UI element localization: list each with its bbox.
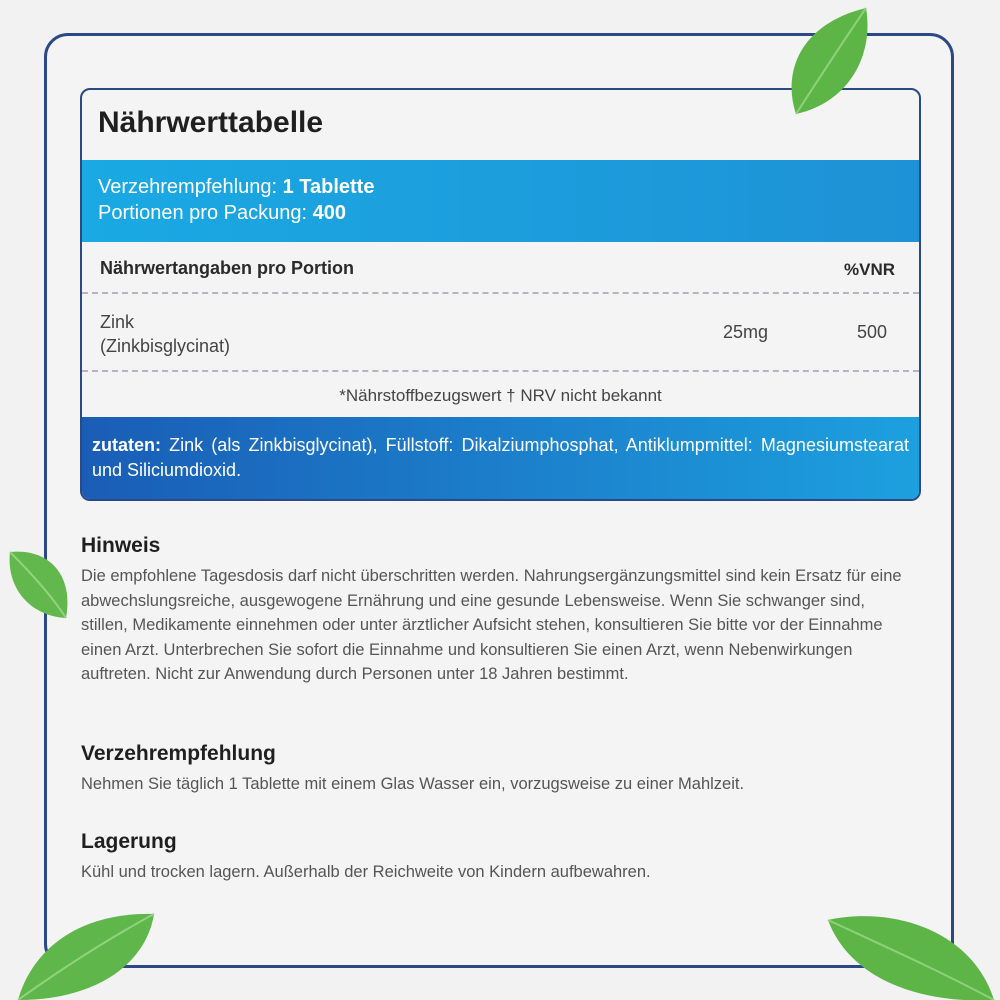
verzehr-text: Nehmen Sie täglich 1 Tablette mit einem Glas Wasser ein, vorzugsweise zu einer Mahlzeit.: [81, 775, 745, 793]
lagerung-title: Lagerung: [81, 830, 177, 853]
nutrition-table: [80, 88, 921, 501]
ingredients-text: Zink (als Zinkbisglycinat), Füllstoff: Dikalziumphosphat, Antiklumpmittel: Magnesiumstearat und Siliciumdioxid.: [92, 435, 909, 480]
lagerung-text: Kühl und trocken lagern. Außerhalb der Reichweite von Kindern aufbewahren.: [81, 863, 651, 881]
serving-portions-label: Portionen pro Packung:: [98, 202, 308, 224]
nutrient-amount: 25mg: [723, 322, 769, 342]
hinweis-text: Die empfohlene Tagesdosis darf nicht überschritten werden. Nahrungsergänzungsmittel sind kein Ersatz für eine abwechslungsreiche, ausgewogene Ernährung und eine gesunde Lebensweise. Wenn Sie schwanger sind, stillen, Medikamente einnehmen oder unter ärztlicher Aufsicht stehen, konsultieren Sie bitte vor der Einnahme einen Arzt. Unterbrechen Sie sofort die Einnahme und konsultieren Sie einen Arzt, wenn Nebenwirkungen auftreten. Nicht zur Anwendung durch Personen unter 18 Jahren bestimmt.: [81, 567, 902, 684]
ingredients-label: zutaten:: [92, 435, 161, 455]
leaf-icon: [778, 2, 878, 122]
header-label: Nährwertangaben pro Portion: [100, 258, 355, 278]
table-title: Nährwerttabelle: [98, 106, 324, 139]
leaf-icon: [14, 904, 164, 1000]
table-footnote: *Nährstoffbezugswert † NRV nicht bekannt: [339, 386, 662, 405]
table-row: [82, 294, 919, 372]
serving-recommendation: [98, 174, 919, 200]
section-hinweis: [81, 534, 911, 687]
nutrient-vnr: 500: [857, 322, 888, 342]
header-vnr: %VNR: [843, 260, 895, 279]
serving-recommendation-value: 1 Tablette: [282, 176, 375, 198]
serving-info-band: [82, 160, 919, 242]
section-lagerung: [81, 830, 911, 885]
nutrient-name: Zink: [100, 312, 135, 332]
hinweis-title: Hinweis: [81, 534, 161, 557]
ingredients-band: [82, 417, 919, 501]
leaf-icon: [822, 906, 998, 1000]
leaf-icon: [4, 544, 76, 624]
serving-recommendation-label: Verzehrempfehlung:: [98, 176, 278, 198]
table-header-row: [82, 242, 919, 294]
section-verzehrempfehlung: [81, 742, 911, 797]
serving-portions-value: 400: [312, 202, 346, 224]
nutrient-name-cell: [100, 310, 230, 358]
verzehr-title: Verzehrempfehlung: [81, 742, 276, 765]
nutrient-form: (Zinkbisglycinat): [100, 336, 231, 356]
serving-portions: [98, 200, 919, 226]
